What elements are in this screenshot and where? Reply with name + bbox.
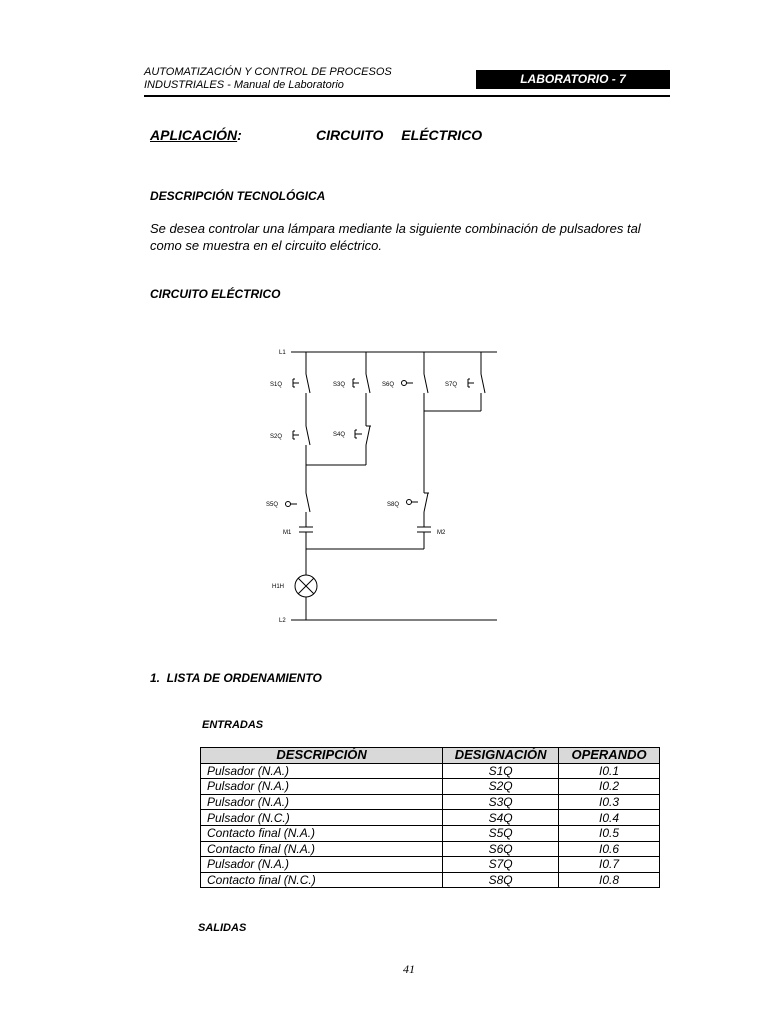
label-s3q: S3Q bbox=[333, 382, 346, 388]
cell-designacion: S4Q bbox=[443, 810, 559, 826]
table-row bbox=[201, 810, 660, 826]
page-number: 41 bbox=[403, 962, 415, 976]
table-row bbox=[201, 779, 660, 795]
table-row bbox=[201, 794, 660, 810]
circuito-heading: CIRCUITO ELÉCTRICO bbox=[150, 287, 281, 301]
cell-designacion: S8Q bbox=[443, 872, 559, 888]
cell-operando: I0.5 bbox=[559, 825, 660, 841]
entradas-table bbox=[200, 747, 660, 888]
col-descripcion: DESCRIPCIÓN bbox=[201, 748, 443, 764]
col-operando: OPERANDO bbox=[559, 748, 660, 764]
cell-descripcion: Pulsador (N.A.) bbox=[201, 763, 443, 779]
cell-designacion: S6Q bbox=[443, 841, 559, 857]
salidas-heading: SALIDAS bbox=[198, 922, 247, 934]
circuit-wires bbox=[286, 352, 498, 620]
cell-descripcion: Pulsador (N.A.) bbox=[201, 794, 443, 810]
lab-badge: LABORATORIO - 7 bbox=[476, 70, 670, 89]
label-s7q: S7Q bbox=[445, 382, 458, 388]
table-row bbox=[201, 825, 660, 841]
label-m1: M1 bbox=[283, 530, 292, 536]
header-title-line1: AUTOMATIZACIÓN Y CONTROL DE PROCESOS bbox=[144, 66, 392, 78]
cell-descripcion: Contacto final (N.A.) bbox=[201, 825, 443, 841]
aplicacion-value: CIRCUITO ELÉCTRICO bbox=[316, 127, 483, 143]
descripcion-heading: DESCRIPCIÓN TECNOLÓGICA bbox=[150, 189, 326, 203]
cell-descripcion: Contacto final (N.A.) bbox=[201, 841, 443, 857]
table-row bbox=[201, 857, 660, 873]
label-s5q: S5Q bbox=[266, 502, 279, 508]
cell-designacion: S7Q bbox=[443, 857, 559, 873]
cell-operando: I0.8 bbox=[559, 872, 660, 888]
cell-operando: I0.6 bbox=[559, 841, 660, 857]
label-s1q: S1Q bbox=[270, 382, 283, 388]
label-h1h: H1H bbox=[272, 584, 285, 590]
cell-designacion: S1Q bbox=[443, 763, 559, 779]
cell-operando: I0.7 bbox=[559, 857, 660, 873]
circuit-labels bbox=[266, 350, 457, 624]
entradas-heading: ENTRADAS bbox=[202, 719, 264, 731]
header-title-line2-sub: - Manual de Laboratorio bbox=[224, 79, 344, 91]
header-title-line2-main: INDUSTRIALES bbox=[144, 79, 225, 91]
label-l1: L1 bbox=[279, 350, 286, 356]
table-header-row bbox=[201, 748, 660, 764]
label-s4q: S4Q bbox=[333, 432, 346, 438]
aplicacion-label-text: APLICACIÓN bbox=[150, 127, 238, 143]
col-designacion: DESIGNACIÓN bbox=[443, 748, 559, 764]
table-row bbox=[201, 763, 660, 779]
lista-heading: 1. LISTA DE ORDENAMIENTO bbox=[150, 671, 322, 685]
cell-descripcion: Pulsador (N.A.) bbox=[201, 779, 443, 795]
descripcion-text: Se desea controlar una lámpara mediante la siguiente combinación de pulsadores tal como se muestra en el circuito eléctrico. bbox=[150, 221, 641, 253]
cell-operando: I0.4 bbox=[559, 810, 660, 826]
aplicacion-colon: : bbox=[237, 127, 242, 143]
label-s6q: S6Q bbox=[382, 382, 395, 388]
cell-designacion: S3Q bbox=[443, 794, 559, 810]
cell-descripcion: Pulsador (N.A.) bbox=[201, 857, 443, 873]
label-m2: M2 bbox=[437, 530, 446, 536]
table-row bbox=[201, 841, 660, 857]
cell-operando: I0.2 bbox=[559, 779, 660, 795]
cell-designacion: S2Q bbox=[443, 779, 559, 795]
table-row bbox=[201, 872, 660, 888]
cell-descripcion: Contacto final (N.C.) bbox=[201, 872, 443, 888]
cell-designacion: S5Q bbox=[443, 825, 559, 841]
label-s8q: S8Q bbox=[387, 502, 400, 508]
cell-operando: I0.1 bbox=[559, 763, 660, 779]
cell-operando: I0.3 bbox=[559, 794, 660, 810]
label-s2q: S2Q bbox=[270, 434, 283, 440]
label-l2: L2 bbox=[279, 618, 286, 624]
cell-descripcion: Pulsador (N.C.) bbox=[201, 810, 443, 826]
